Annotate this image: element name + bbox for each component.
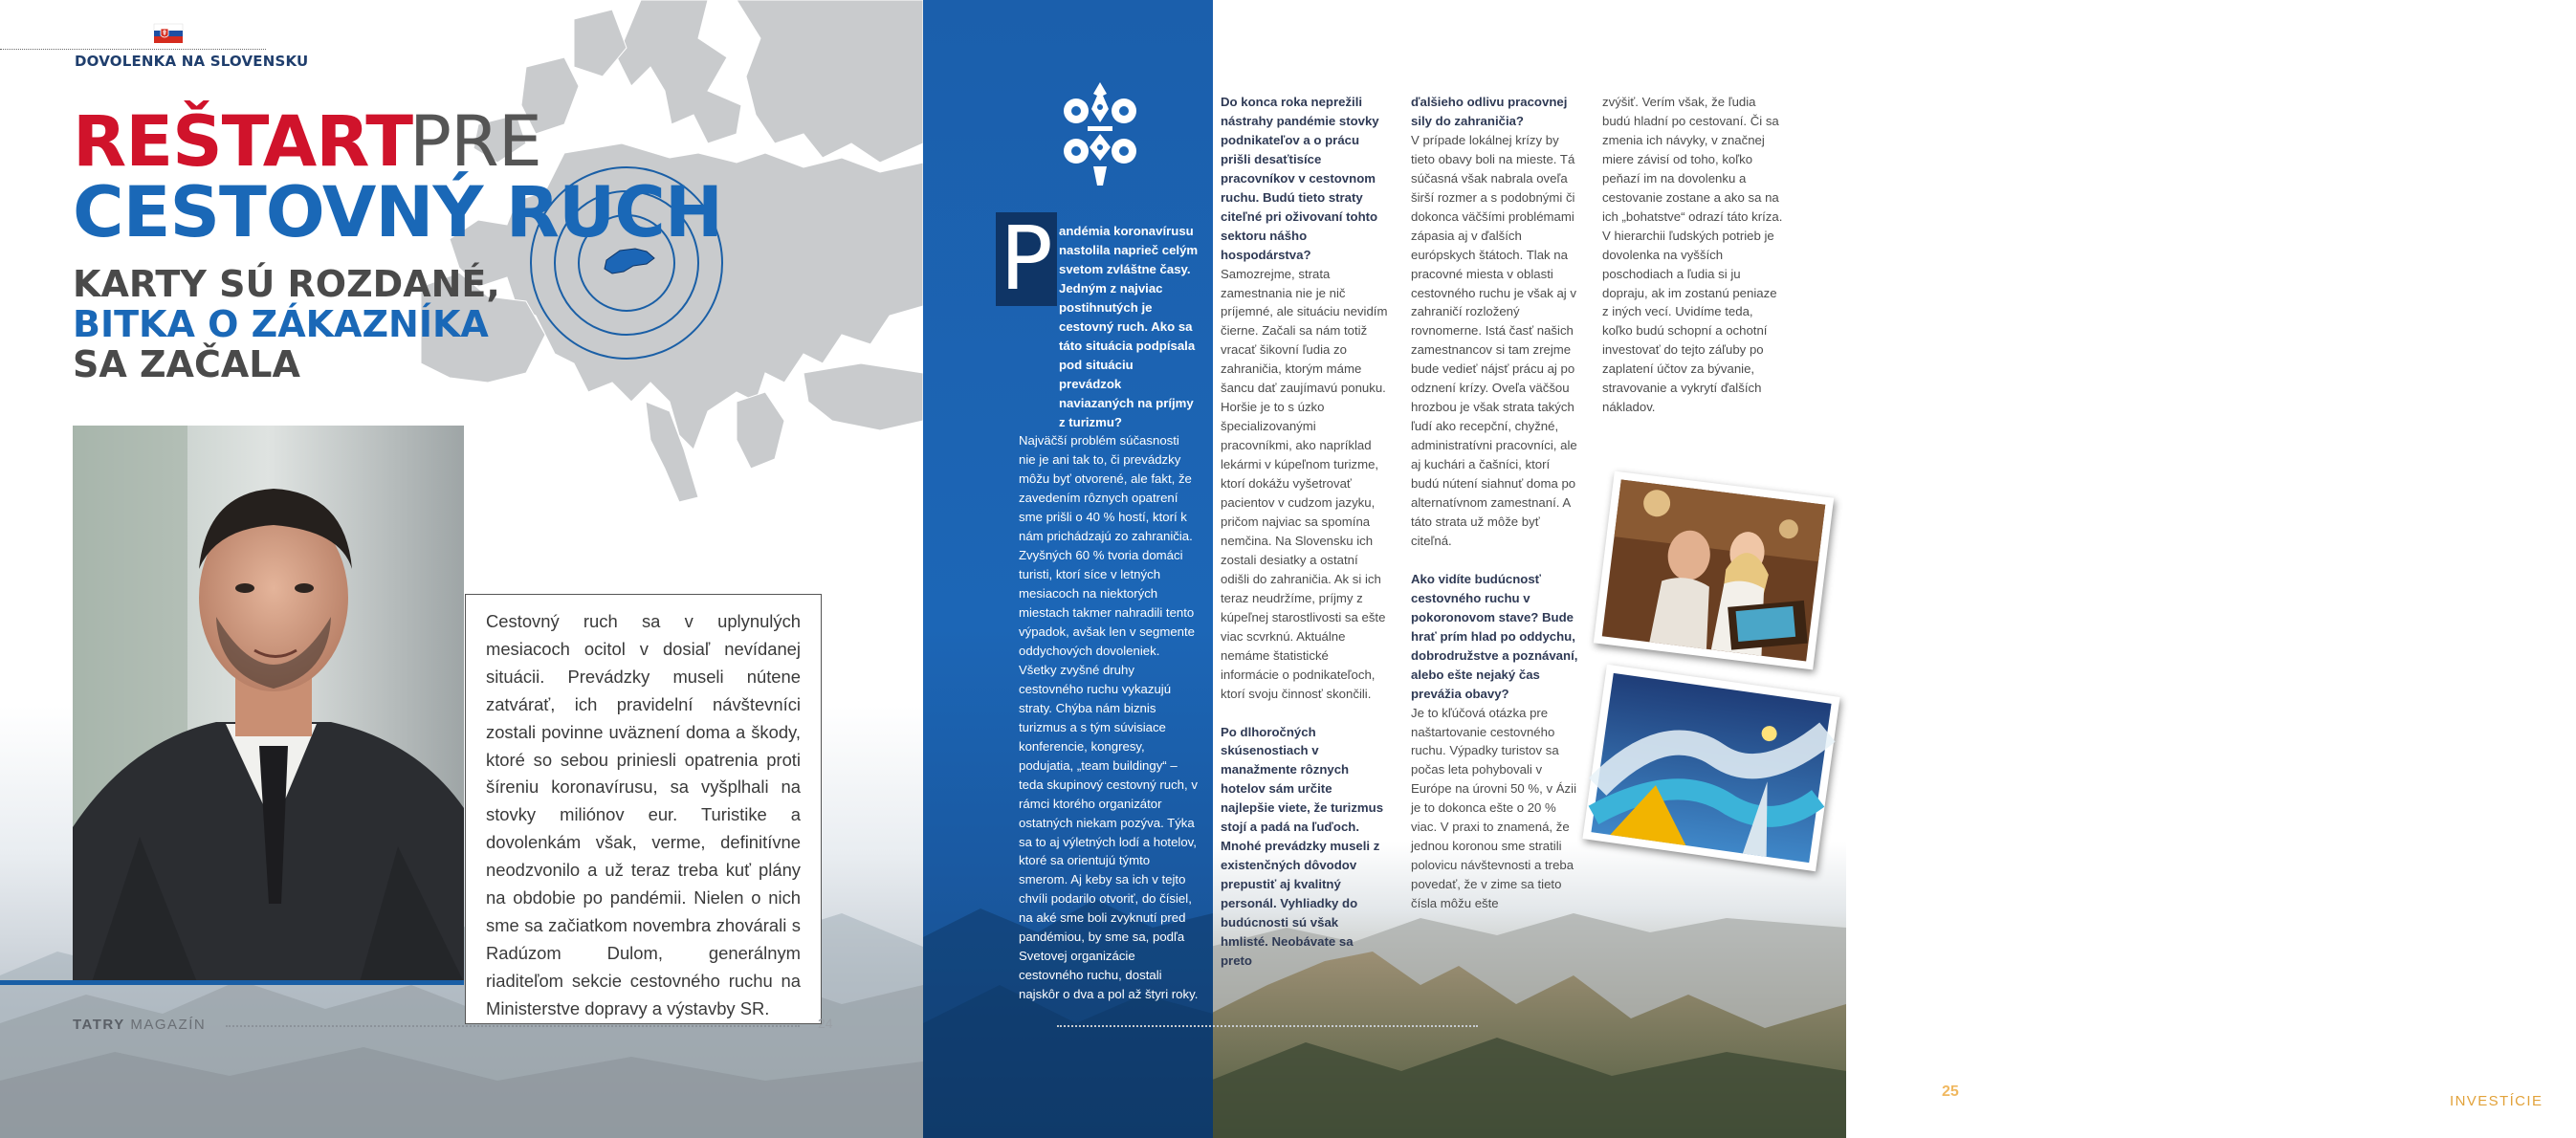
article-column-2 (1221, 93, 1388, 971)
headline-pre: PRE (409, 101, 541, 183)
col4-answer: zvýšiť. Verím však, že ľudia budú hladní po cestovaní. Či sa zmenia ich návyky, v značnej miere závisí od toho, koľko peňazí im na dovolenku a cestovanie zostane a ako sa na ich „bohatstve“ odrazí táto kríza. V hierarchii ľudských potrieb je dovolenka na vyšších poschodiach a ľudia si ju dopraju, ak im zostanú peniaze z iných vecí. Uvidíme teda, koľko budú schopní a ochotní investovať do tejto záľuby po zaplatení účtov za bývanie, stravovanie a vykrytí ďalších nákladov. (1602, 95, 1783, 415)
footer-divider-left (226, 1025, 800, 1027)
subheadline-line-2: BITKA O ZÁKAZNÍKA (73, 303, 489, 345)
col2-answer-1: Samozrejme, strata zamestnania nie je nič príjemné, ale situáciu nevidím čierne. Začali sa nám totiž vracať šikovní ľudia zo zahraničia, ktorým máme šancu dať zaujímavú ponuku. Horšie je to s úzko špecializovanými pracovníkmi, ako napríklad lekármi v kúpeľnom turizme, ktorí dokážu vyšetrovať pacientov v cudzom jazyku, pričom najviac sa spomína nemčina. Na Slovensku ich zostali desiatky a ostatní odišli do zahraničia. Ak si ich teraz neudržíme, príjmy z kúpeľnej starostlivosti sa ešte viac scvrknú. Aktuálne nemáme štatistické informácie o podnikateľoch, ktorí svoju činnosť skončili. (1221, 266, 1388, 701)
footer-divider-right (1057, 1025, 1478, 1027)
headline-cestovny-ruch: CESTOVNÝ RUCH (73, 172, 722, 253)
col3-answer-1: V prípade lokálnej krízy by tieto obavy boli na mieste. Tá súčasná však nabrala oveľa širší rozmer a s podobnými či dokonca väčšími problémami zápasia aj v ďalších európskych štátoch. Tlak na pracovné miesta v oblasti cestovného ruchu je však aj v zahraničí rozložený rovnomerne. Istá časť našich zamestnancov si tam zrejme bude vedieť nájsť prácu aj po odznení krízy. Oveľa väčšou hrozbou je však strata takých ľudí ako recepční, chyžné, administratívni pracovníci, ale aj kuchári a čašníci, ktorí budú nútení siahnuť doma po alternatívnom zamestnaní. A táto strata už môže byť citeľná. (1411, 132, 1577, 548)
section-divider (0, 49, 266, 50)
col1-lead-text: andémia koronavírusu nastolila naprieč celým svetom zvláštne časy. Jedným z najviac postihnutých je cestovný ruch. Ako sa táto situácia podpísala pod situáciu prevádzok naviazaných na príjmy z turizmu? (1059, 224, 1199, 429)
article-column-1 (1019, 222, 1199, 1004)
left-page (0, 0, 923, 1138)
photo-accent-bar (0, 980, 464, 985)
col1-body: Najväčší problém súčasnosti nie je ani tak to, či prevádzky môžu byť otvorené, ale fakt, že zavedením rôznych opatrení sme prišli o 40 % hostí, ktorí k nám prichádzajú zo zahraničia. Zvyšných 60 % tvoria domáci turisti, ktorí síce v letných mesiacoch na niektorých miestach takmer nahradili tento výpadok, avšak len v segmente oddychových dovoleniek. Všetky zvyšné druhy cestovného ruchu vykazujú straty. Chýba nám biznis turizmus a s tým súvisiace konferencie, kongresy, podujatia, „team buildingy“ – teda skupinový cestovný ruch, v rámci ktorého organizátor ostatných niekam pozýva. Týka sa to aj výletných lodí a hotelov, ktoré sa orientujú týmto smerom. Aj keby sa ich v tejto chvíli podarilo otvoriť, do čísiel, na aké sme boli zvyknutí pred pandémiou, by sme sa, podľa Svetovej organizácie cestovného ruchu, dostali najskôr o dva a pol až štyri roky. (1019, 433, 1199, 1002)
page-number-left: 24 (818, 1016, 833, 1031)
section-label: DOVOLENKA NA SLOVENSKU (75, 53, 309, 70)
europe-map (421, 0, 923, 516)
right-page (923, 0, 2576, 1138)
article-column-4 (1602, 93, 1784, 417)
tagline-part-a: PODPORUJEME (2450, 1077, 2576, 1093)
folk-ornament-icon (1059, 80, 1141, 187)
col3-answer-2: Je to kľúčová otázka pre naštartovanie cestovného ruchu. Výpadky turistov sa počas leta pohybovali v Európe na úrovni 50 %, v Ázii je to dokonca ešte o 20 % viac. V praxi to znamená, že jednou koronou sme stratili polovicu návštevnosti a treba povedať, že v zime sa tieto čísla môžu ešte (1411, 705, 1576, 911)
tagline (2450, 1077, 2576, 1109)
subheadline-line-3: SA ZAČALA (73, 343, 300, 385)
tagline-part-b: INVESTÍCIE (2450, 1093, 2543, 1109)
col3-question-2: Ako vidíte budúcnosť cestovného ruchu v pokoronovom stave? Bude hrať prím hlad po oddychu, dobrodružstve a poznávaní, alebo ešte nejaký čas prevážia obavy? (1411, 571, 1578, 701)
magazine-name (73, 1017, 206, 1033)
col2-question-1: Do konca roka neprežili nástrahy pandémie stovky podnikateľov a o prácu prišli desaťtisíce pracovníkov v cestovnom ruchu. Budú tieto straty citeľné pri oživovaní tohto sektoru nášho hospodárstva? (1221, 95, 1379, 262)
aquapark-photo (1582, 665, 1839, 871)
hotel-reception-photo (1594, 471, 1834, 670)
magazine-name-rest: MAGAZÍN (124, 1017, 207, 1033)
portrait-photo (73, 426, 464, 982)
page-number-right: 25 (1942, 1083, 1959, 1100)
col2-question-2: Po dlhoročných skúsenostiach v manažmente rôznych hotelov sám určite najlepšie viete, že turizmus stojí a padá na ľuďoch. Mnohé prevádzky museli z existenčných dôvodov prepustiť aj kvalitný personál. Vyhliadky do budúcnosti sú však hmlisté. Neobávate sa preto (1221, 724, 1384, 968)
intro-paragraph: Cestovný ruch sa v uplynulých mesiacoch ocitol v dosiaľ nevídanej situácii. Prevádzky museli nútene zatvárať, ich pravidelní návštevníci zostali povinne uväznení doma a škody, ktoré so sebou priniesli opatrenia proti šíreniu koronavírusu, sa vyšplhali na stovky miliónov eur. Turistike a dovolenkám však, verme, definitívne neodzvonilo a už teraz treba kuť plány na obdobie po pandémii. Nielen o nich sme sa začiatkom novembra zhovárali s Radúzom Dulom, generálnym riaditeľom sekcie cestovného ruchu na Ministerstve dopravy a výstavby SR. (465, 594, 822, 1024)
article-column-3 (1411, 93, 1578, 913)
slovak-flag-icon (154, 24, 183, 43)
col3-question-continued: ďalšieho odlivu pracovnej sily do zahraničia? (1411, 95, 1568, 128)
drop-cap: P (996, 212, 1057, 306)
col1-lead (1019, 222, 1199, 431)
headline-restart: REŠTART (73, 101, 413, 183)
magazine-name-bold: TATRY (73, 1017, 125, 1033)
subheadline-line-1: KARTY SÚ ROZDANÉ, (73, 263, 500, 305)
